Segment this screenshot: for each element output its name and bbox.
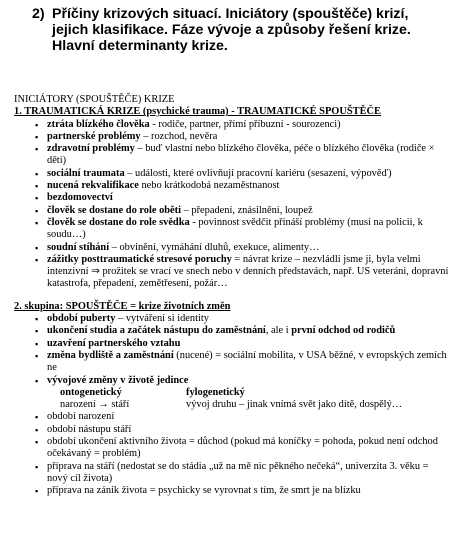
- item-term: soudní stíhání: [47, 241, 110, 253]
- list-item: [35, 461, 450, 486]
- list-item: [35, 424, 450, 436]
- list-item: [35, 242, 450, 254]
- item-text: – rozchod, nevěra: [140, 130, 218, 142]
- subtable-col2-text: vývoj druhu – jinak vnímá svět jako dítě, dospělý…: [186, 399, 403, 411]
- item-text: příprava na zánik života = psychicky se vyrovnat s tím, že smrt je na blízku: [47, 485, 361, 497]
- item-term: ukončení studia a začátek nástupu do zaměstnání: [47, 325, 266, 337]
- spacer: [14, 291, 450, 301]
- item-term: člověk se dostane do role svědka: [47, 216, 190, 228]
- question-heading: [32, 6, 442, 54]
- item-text: nebo krátkodobá nezaměstnanost: [138, 180, 280, 192]
- group1-heading: 1. TRAUMATICKÁ KRIZE (psychické trauma) - TRAUMATICKÉ SPOUŠTĚČE: [14, 106, 381, 118]
- item-term: sociální traumata: [47, 167, 125, 179]
- list-item: [35, 350, 450, 375]
- item-term: ztráta blízkého člověka: [47, 118, 150, 130]
- item-text: příprava na stáří (nedostat se do stádia „už na mě nic pěkného nečeká“, univerzita 3. věku = nový cíl života): [47, 460, 429, 484]
- question-text: Příčiny krizových situací. Iniciátory (spouštěče) krizí, jejich klasifikace. Fáze vývoje a způsoby řešení krize. Hlavní determinanty krize.: [52, 6, 411, 54]
- item-text: – přepadení, znásilnění, loupež: [181, 204, 313, 216]
- item-term: zážitky posttraumatické stresové poruchy: [47, 253, 232, 265]
- item-term: změna bydliště a zaměstnání: [47, 349, 174, 361]
- development-subtable: [14, 387, 450, 412]
- group2-list: [14, 313, 450, 387]
- list-item: [35, 192, 450, 204]
- list-item: [35, 411, 450, 423]
- group2-heading: 2. skupina: SPOUŠTĚČE = krize životních změn: [14, 300, 231, 312]
- item-text: – vytváření si identity: [115, 313, 209, 325]
- list-item: [35, 375, 450, 387]
- group2-list-continued: [14, 411, 450, 497]
- item-term-extra: první odchod od rodičů: [291, 325, 396, 337]
- group1-list: [14, 119, 450, 291]
- item-text: (nucené) = sociální mobilita, v USA běžné, v evropských zemích ne: [47, 349, 447, 374]
- item-text: období nástupu stáří: [47, 423, 132, 435]
- subtable-col2-header: fylogenetický: [186, 386, 245, 398]
- item-text: období narození: [47, 411, 115, 423]
- notes-content: [14, 94, 450, 498]
- list-item: [35, 180, 450, 192]
- item-text: , ale i: [265, 325, 292, 337]
- list-item: [35, 205, 450, 217]
- list-item: [35, 338, 450, 350]
- item-text: – obvinění, vymáhání dluhů, exekuce, alimenty…: [109, 241, 320, 253]
- item-term: období puberty: [47, 313, 116, 325]
- subtable-col1-header: ontogenetický: [60, 386, 122, 398]
- list-item: [35, 119, 450, 131]
- item-term: bezdomovectví: [47, 192, 113, 204]
- item-term: zdravotní problémy: [47, 143, 135, 155]
- item-term: nucená rekvalifikace: [47, 180, 139, 192]
- item-term: vývojové změny v životě jedince: [47, 374, 189, 386]
- list-item: [35, 325, 450, 337]
- list-item: [35, 313, 450, 325]
- item-text: – události, které ovlivňují pracovní kariéru (sesazení, výpověď): [124, 167, 392, 179]
- list-item: [35, 168, 450, 180]
- item-text: = návrat krize – nezvládli jsme ji, byla velmi intenzivní ⇒ prožitek se vrací ve snech nebo v denních představách, např. US veteráni, dopravní katastrofa, přepadení, zemětřesení, požár…: [47, 253, 449, 290]
- item-text: období ukončení aktivního života = důchod (pokud má koníčky = pohoda, pokud není odchod očekávaný = problém): [47, 436, 438, 460]
- list-item: [35, 131, 450, 143]
- question-number: 2): [32, 6, 45, 22]
- list-item: [35, 485, 450, 497]
- list-item: [35, 436, 450, 461]
- subtable-col1-text: narození → stáří: [60, 399, 130, 411]
- item-term: partnerské problémy: [47, 130, 141, 142]
- list-item: [35, 254, 450, 291]
- section-title: INICIÁTORY (SPOUŠTĚČE) KRIZE: [14, 94, 175, 105]
- item-text: – buď vlastní nebo blízkého člověka, péče o blízkého člověka (rodiče × děti): [47, 143, 435, 167]
- item-text: - povinnost svědčit přináší problémy (musí na policii, k soudu…): [47, 216, 423, 241]
- list-item: [35, 143, 450, 168]
- item-term: člověk se dostane do role oběti: [47, 204, 182, 216]
- item-term: uzavření partnerského vztahu: [47, 337, 181, 349]
- item-text: - rodiče, partner, přímí příbuzní - sourozenci): [149, 118, 341, 130]
- list-item: [35, 217, 450, 242]
